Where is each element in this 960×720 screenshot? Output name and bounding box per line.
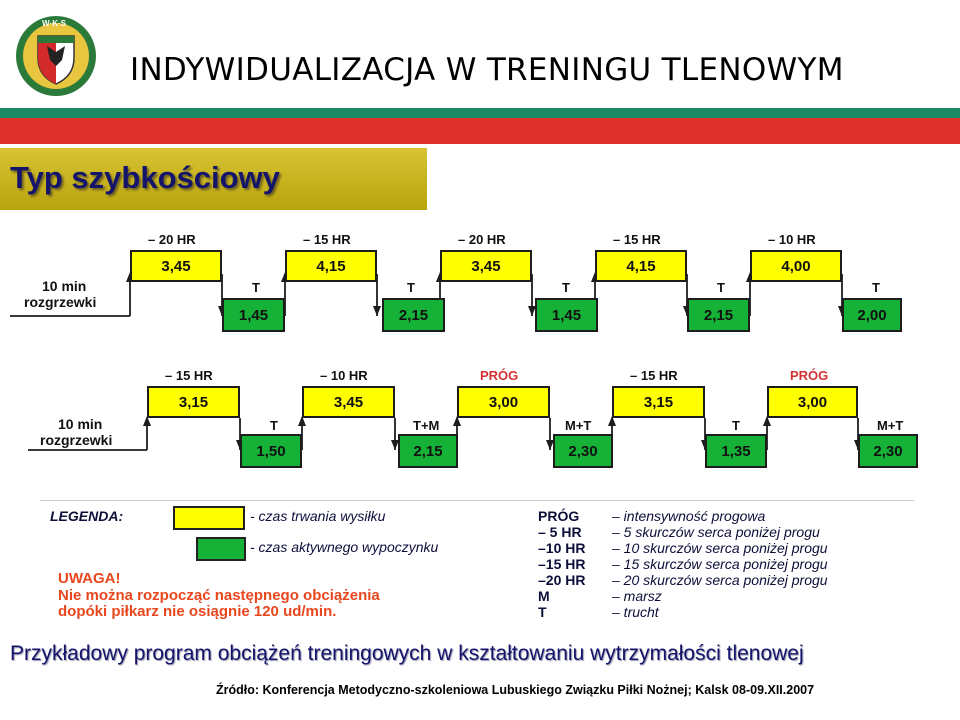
legend xyxy=(40,496,914,626)
effort-box: 4,00 xyxy=(750,250,842,282)
warmup-label-1: 10 min xyxy=(58,416,103,432)
legend-effort-swatch xyxy=(173,506,245,530)
legend-abbr-desc: – 20 skurczów serca poniżej progu xyxy=(612,572,828,588)
rest-box: 1,45 xyxy=(535,298,598,332)
page-title: INDYWIDUALIZACJA W TRENINGU TLENOWYM xyxy=(130,52,844,88)
effort-box: 3,45 xyxy=(302,386,395,418)
effort-threshold-label: PRÓG xyxy=(480,368,519,383)
effort-hr-label: – 15 HR xyxy=(165,368,213,383)
legend-abbr-key: –20 HR xyxy=(538,572,586,588)
warning-line: dopóki piłkarz nie osiągnie 120 ud/min. xyxy=(58,603,337,620)
rest-box: 2,00 xyxy=(842,298,902,332)
effort-box: 3,00 xyxy=(457,386,550,418)
rest-mode-label: T xyxy=(872,280,880,295)
rest-box: 2,30 xyxy=(858,434,918,468)
effort-hr-label: – 15 HR xyxy=(303,232,351,247)
legend-abbr-desc: – marsz xyxy=(612,588,662,604)
rest-box: 1,45 xyxy=(222,298,285,332)
effort-hr-label: – 10 HR xyxy=(768,232,816,247)
legend-abbr-desc: – 5 skurczów serca poniżej progu xyxy=(612,524,820,540)
legend-abbr-desc: – 15 skurczów serca poniżej progu xyxy=(612,556,828,572)
effort-threshold-label: PRÓG xyxy=(790,368,829,383)
effort-box: 3,00 xyxy=(767,386,858,418)
effort-box: 3,45 xyxy=(130,250,222,282)
rest-mode-label: T xyxy=(407,280,415,295)
warmup-label-1: 10 min xyxy=(42,278,87,294)
rest-box: 2,15 xyxy=(398,434,458,468)
header-band-red xyxy=(0,118,960,144)
rest-mode-label: T xyxy=(717,280,725,295)
logo-text: W·K·S xyxy=(42,19,66,28)
club-logo xyxy=(14,14,98,98)
rest-mode-label: M+T xyxy=(565,418,592,433)
slide-caption: Przykładowy program obciążeń treningowych w kształtowaniu wytrzymałości tlenowej xyxy=(10,642,804,665)
effort-hr-label: – 15 HR xyxy=(613,232,661,247)
effort-hr-label: – 20 HR xyxy=(458,232,506,247)
header-band-white xyxy=(0,100,960,108)
warning-line: Nie można rozpocząć następnego obciążenia xyxy=(58,587,380,604)
effort-hr-label: – 15 HR xyxy=(630,368,678,383)
rest-mode-label: T xyxy=(732,418,740,433)
warmup-label-2: rozgrzewki xyxy=(24,294,97,310)
effort-hr-label: – 10 HR xyxy=(320,368,368,383)
legend-rest-swatch xyxy=(196,537,246,561)
type-label: Typ szybkościowy xyxy=(10,160,280,195)
rest-box: 2,30 xyxy=(553,434,613,468)
header-band-green xyxy=(0,108,960,118)
rest-box: 2,15 xyxy=(382,298,445,332)
effort-box: 4,15 xyxy=(285,250,377,282)
rest-mode-label: M+T xyxy=(877,418,904,433)
effort-box: 3,45 xyxy=(440,250,532,282)
legend-abbr-key: –10 HR xyxy=(538,540,586,556)
warning-title: UWAGA! xyxy=(58,570,121,587)
source-note: Źródło: Konferencja Metodyczno-szkoleniowa Lubuskiego Związku Piłki Nożnej; Kalsk 08-09.XII.2007 xyxy=(216,683,815,697)
effort-box: 3,15 xyxy=(147,386,240,418)
effort-box: 4,15 xyxy=(595,250,687,282)
diagram-2 xyxy=(0,362,960,474)
legend-rule xyxy=(40,500,914,501)
legend-abbr-desc: – 10 skurczów serca poniżej progu xyxy=(612,540,828,556)
rest-box: 1,50 xyxy=(240,434,302,468)
legend-abbr-key: –15 HR xyxy=(538,556,586,572)
rest-mode-label: T xyxy=(562,280,570,295)
rest-box: 1,35 xyxy=(705,434,767,468)
rest-mode-label: T xyxy=(252,280,260,295)
legend-rest-label: - czas aktywnego wypoczynku xyxy=(250,539,439,555)
rest-box: 2,15 xyxy=(687,298,750,332)
effort-box: 3,15 xyxy=(612,386,705,418)
legend-abbr-key: PRÓG xyxy=(538,508,580,524)
legend-abbr-key: T xyxy=(538,604,547,620)
effort-hr-label: – 20 HR xyxy=(148,232,196,247)
legend-abbr-desc: – trucht xyxy=(612,604,659,620)
rest-mode-label: T+M xyxy=(413,418,440,433)
diagram-1 xyxy=(0,222,960,342)
legend-abbr-key: – 5 HR xyxy=(538,524,582,540)
legend-effort-label: - czas trwania wysiłku xyxy=(250,508,386,524)
warmup-label-2: rozgrzewki xyxy=(40,432,113,448)
legend-abbr-key: M xyxy=(538,588,550,604)
rest-mode-label: T xyxy=(270,418,278,433)
legend-abbr-desc: – intensywność progowa xyxy=(612,508,766,524)
legend-heading: LEGENDA: xyxy=(50,508,124,524)
